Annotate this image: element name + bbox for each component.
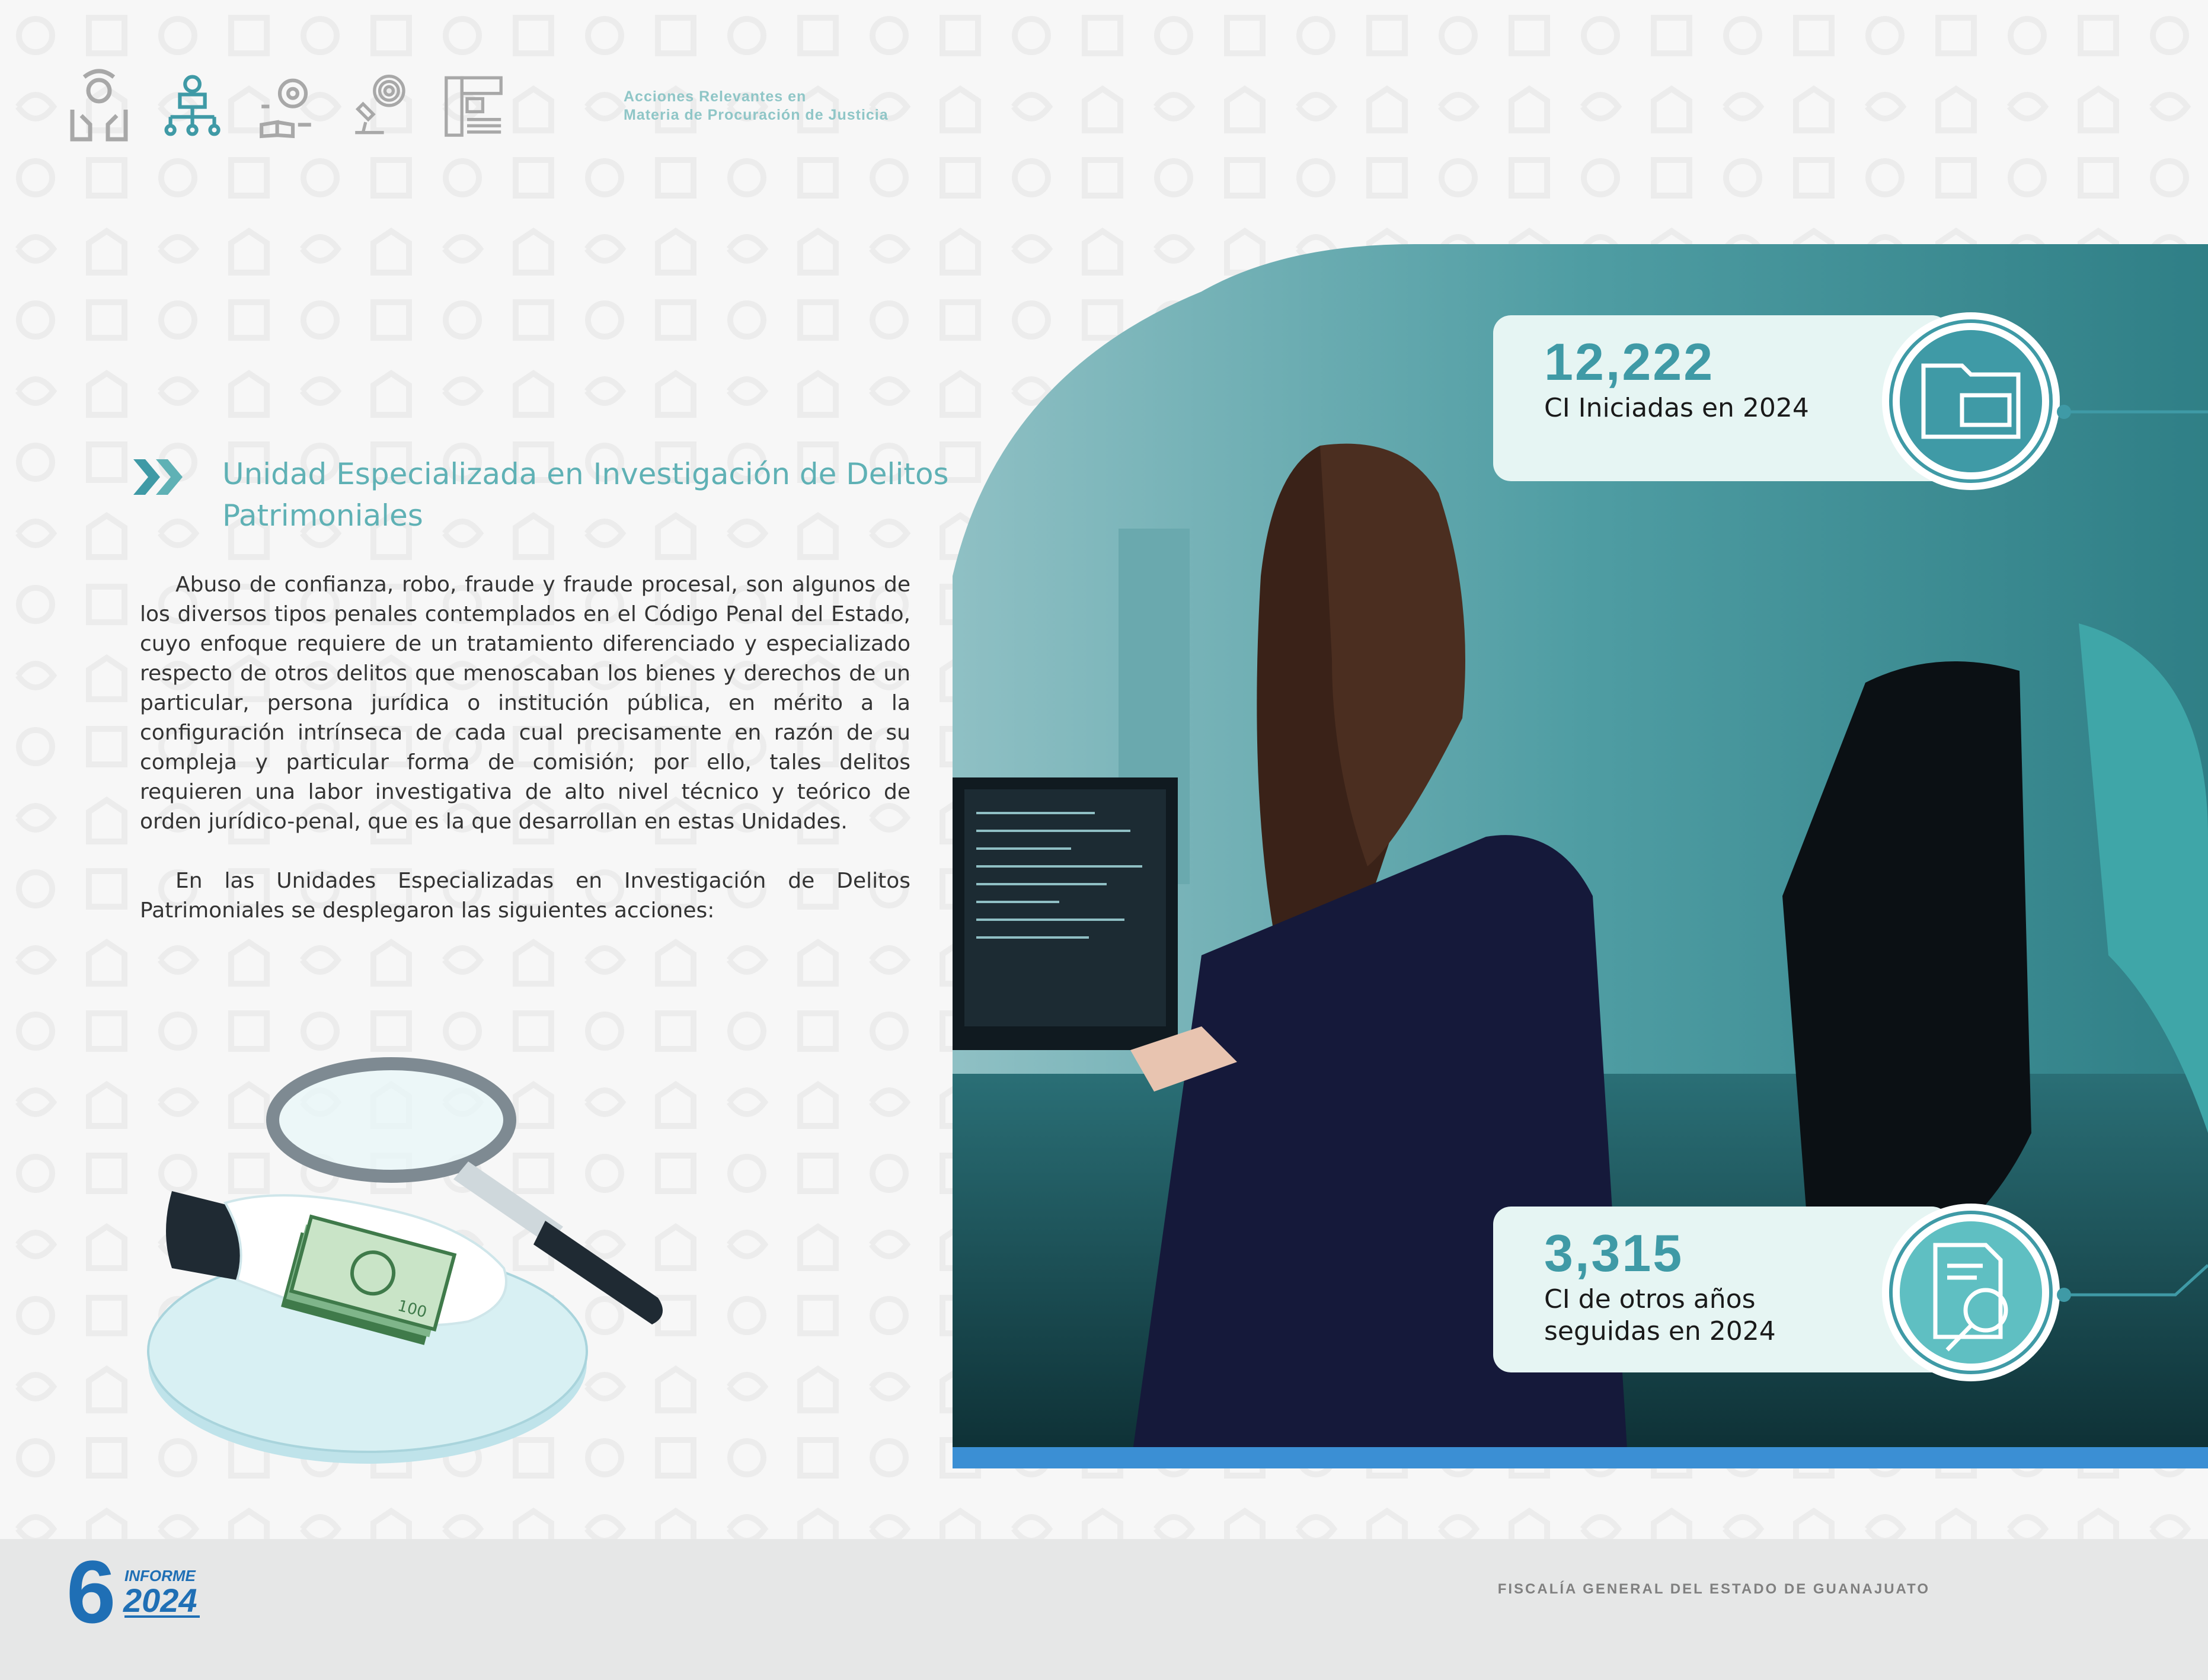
- header-subtitle-line2: Materia de Procuración de Justicia: [624, 107, 889, 123]
- fingerprint-microscope-icon: [347, 68, 413, 142]
- hands-award-icon: [66, 68, 132, 142]
- banknote-value: 100: [395, 1297, 429, 1322]
- stat-label: CI Iniciadas en 2024: [1544, 393, 1809, 423]
- header-icons: [66, 68, 506, 142]
- stat-value: 12,222: [1544, 332, 1715, 391]
- logo-word: INFORME: [124, 1567, 196, 1585]
- section-title: Unidad Especializada en Investigación de Delitos Patrimoniales: [222, 457, 949, 533]
- gear-book-icon: [254, 68, 319, 142]
- logo-year: 2024: [123, 1582, 197, 1619]
- paragraph-1: Abuso de confianza, robo, fraude y fraude procesal, son algunos de los diversos tipos penales contemplados en el Código Penal del Estado, cuyo enfoque requiere de un tratamiento diferenciado y especializado respecto de otros delitos que menoscaban los bienes y derechos de un particular, persona jurídica o institución pública, en mérito a la configuración intrínseca de cada cual precisamente en razón de su compleja y particular forma de comisión; por ello, tales delitos requieren una labor investigativa de alto nivel técnico y teórico de orden jurídico-penal, que es la que desarrollan en estas Unidades.: [140, 572, 910, 834]
- body-text: [140, 570, 910, 955]
- document-search-icon: [1879, 1201, 2063, 1384]
- folder-icon: [1879, 309, 2063, 493]
- stat-label: CI de otros años seguidas en 2024: [1544, 1284, 1776, 1346]
- connector-line-2: [2057, 1262, 2208, 1310]
- logo-number: 6: [66, 1553, 116, 1630]
- money-magnifier-illustration: [136, 1055, 705, 1470]
- photo-accent-bar: [953, 1447, 2208, 1468]
- paragraph-2: En las Unidades Especializadas en Investigación de Delitos Patrimoniales se desplegaron las siguientes acciones:: [140, 869, 910, 923]
- connector-line-1: [2057, 403, 2208, 421]
- footer-organization: FISCALÍA GENERAL DEL ESTADO DE GUANAJUATO: [1497, 1581, 1930, 1597]
- header-subtitle-line1: Acciones Relevantes en: [624, 88, 807, 105]
- informe-2024-logo: [66, 1553, 209, 1630]
- header-subtitle: [624, 88, 1039, 124]
- building-files-icon: [441, 68, 506, 142]
- organization-chart-icon: [160, 68, 225, 142]
- double-chevron-icon: [133, 456, 187, 498]
- footer: [0, 1539, 2208, 1680]
- stat-value: 3,315: [1544, 1224, 1684, 1282]
